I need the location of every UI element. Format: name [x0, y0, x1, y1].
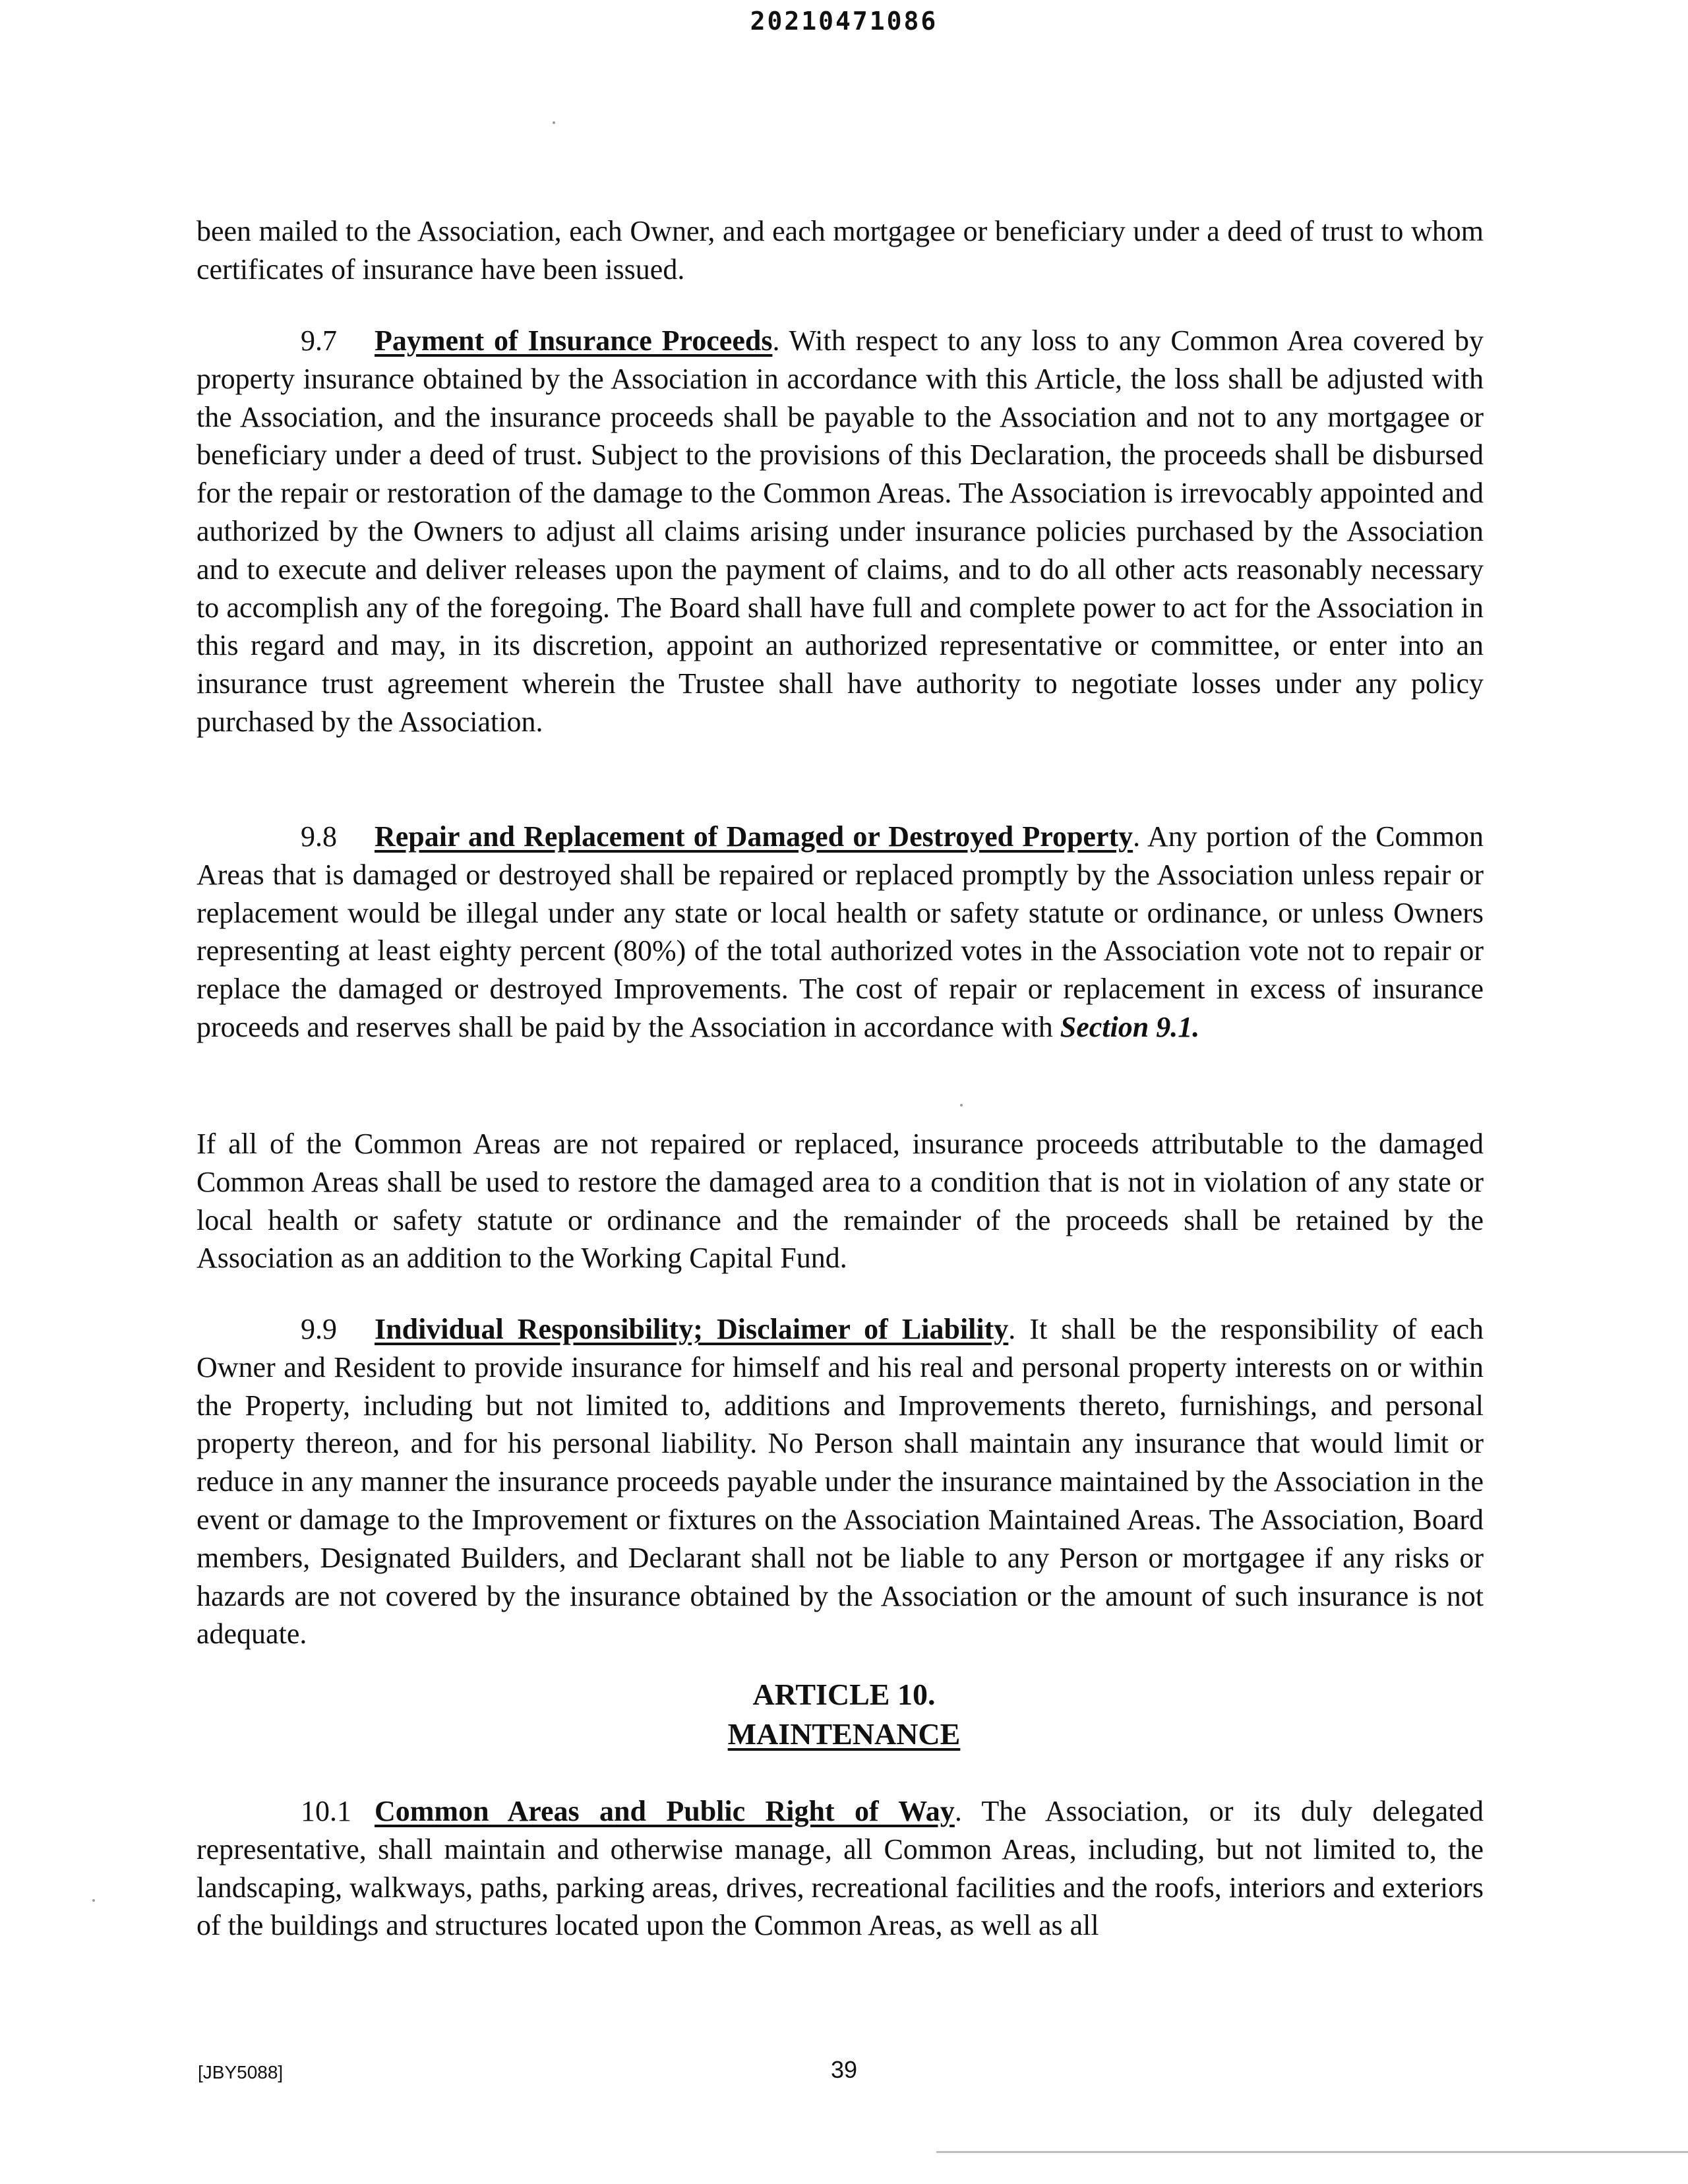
section-9-7-paragraph: [196, 322, 1484, 741]
section-title: Individual Responsibility; Disclaimer of Liability: [375, 1313, 1009, 1345]
section-number: 10.1: [301, 1795, 351, 1827]
intro-paragraph: been mailed to the Association, each Owner, and each mortgagee or beneficiary under a deed of trust to whom certificates of insurance have been issued.: [196, 215, 1484, 286]
section-number: 9.7: [301, 324, 337, 357]
scan-speck: [553, 121, 555, 124]
section-title: Repair and Replacement of Damaged or Destroyed Property: [375, 820, 1133, 853]
section-number: 9.9: [301, 1313, 337, 1345]
section-text: . With respect to any loss to any Common Area covered by property insurance obtained by the Association in accordance with this Article, the loss shall be adjusted with the Association, and the insurance proceeds shall be payable to the Association and not to any mortgagee or beneficiary under a deed of trust. Subject to the provisions of this Declaration, the proceeds shall be disbursed for the repair or restoration of the damage to the Common Areas. The Association is irrevocably appointed and authorized by the Owners to adjust all claims arising under insurance policies purchased by the Association and to execute and deliver releases upon the payment of claims, and to do all other acts reasonably necessary to accomplish any of the foregoing. The Board shall have full and complete power to act for the Association in this regard and may, in its discretion, appoint an authorized representative or committee, or enter into an insurance trust agreement wherein the Trustee shall have authority to negotiate losses under any policy purchased by the Association.: [196, 324, 1484, 738]
section-9-8-continuation: If all of the Common Areas are not repaired or replaced, insurance proceeds attributable to the damaged Common Areas shall be used to restore the damaged area to a condition that is not in violation of any state or local health or safety statute or ordinance and the remainder of the proceeds shall be retained by the Association as an addition to the Working Capital Fund.: [196, 1128, 1484, 1275]
section-text: . Any portion of the Common Areas that is damaged or destroyed shall be repaired or replaced promptly by the Association unless repair or replacement would be illegal under any state or local health or safety statute or ordinance, or unless Owners representing at least eighty percent (80%) of the total authorized votes in the Association vote not to repair or replace the damaged or destroyed Improvements. The cost of repair or replacement in excess of insurance proceeds and reserves shall be paid by the Association in accordance with: [196, 820, 1484, 1043]
scan-speck: [92, 1899, 95, 1902]
scan-edge-line: [936, 2151, 1688, 2153]
article-title: MAINTENANCE: [727, 1717, 961, 1751]
section-reference-end: .: [1192, 1010, 1200, 1043]
section-text: . The Association, or its duly delegated representative, shall maintain and otherwise manage, all Common Areas, including, but not limited to, the landscaping, walkways, paths, parking areas, drives, recreational facilities and the roofs, interiors and exteriors of the buildings and structures located upon the Common Areas, as well as all: [196, 1795, 1484, 1942]
section-reference: Section 9.1: [1060, 1010, 1193, 1043]
section-9-9-paragraph: [196, 1310, 1484, 1653]
section-10-1-paragraph: [196, 1792, 1484, 1945]
article-number: ARTICLE 10.: [752, 1678, 936, 1711]
section-title: Common Areas and Public Right of Way: [375, 1795, 955, 1827]
footer-document-code: [JBY5088]: [198, 2062, 284, 2082]
section-number: 9.8: [301, 820, 337, 853]
scan-speck: [960, 1104, 963, 1107]
page-number: 39: [830, 2056, 858, 2083]
document-number: 20210471086: [750, 7, 938, 36]
section-text: . It shall be the responsibility of each Owner and Resident to provide insurance for himself and his real and personal property interests on or within the Property, including but not limited to, additions and Improvements thereto, furnishings, and personal property thereon, and for his personal liability. No Person shall maintain any insurance that would limit or reduce in any manner the insurance proceeds payable under the insurance maintained by the Association in the event or damage to the Improvement or fixtures on the Association Maintained Areas. The Association, Board members, Designated Builders, and Declarant shall not be liable to any Person or mortgagee if any risks or hazards are not covered by the insurance obtained by the Association or the amount of such insurance is not adequate.: [196, 1313, 1484, 1651]
section-title: Payment of Insurance Proceeds: [375, 324, 773, 357]
section-9-8-paragraph: [196, 818, 1484, 1046]
